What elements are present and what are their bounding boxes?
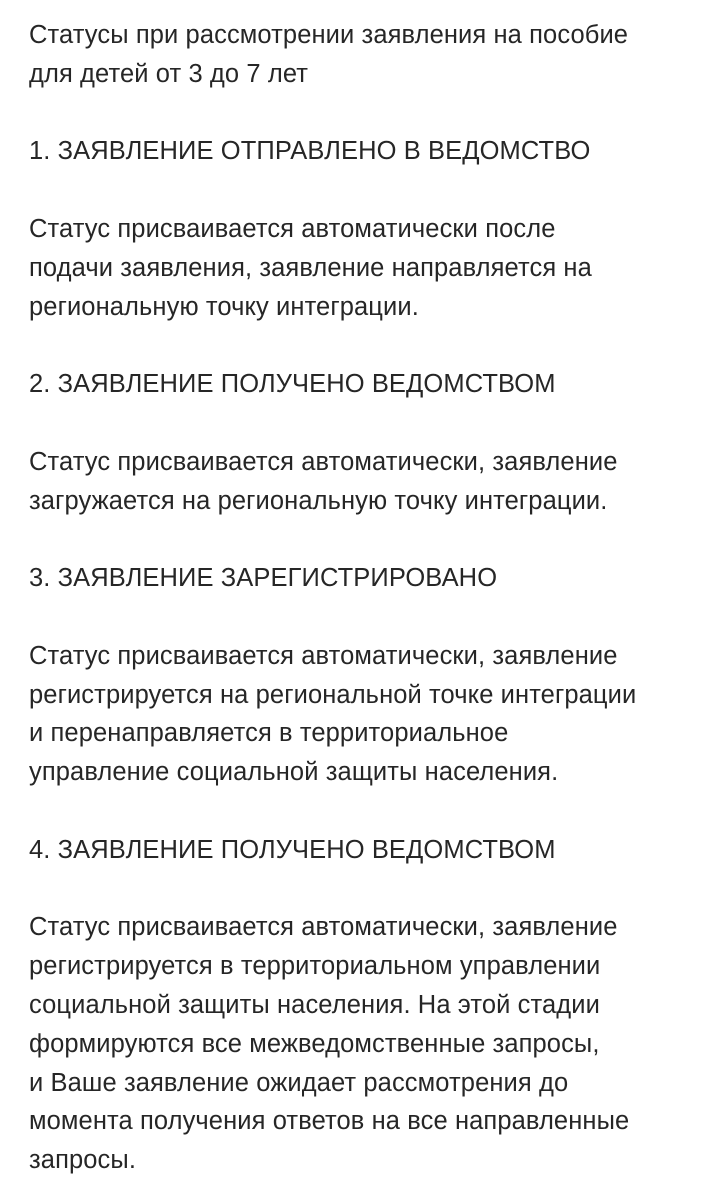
- document-title: Статусы при рассмотрении заявления на пособие для детей от 3 до 7 лет: [29, 21, 629, 88]
- status-description: Статус присваивается автоматически, заявление регистрируется на региональной точке интеграции и перенаправляется в территориальное управление социальной защиты населения.: [29, 641, 637, 787]
- status-heading: 4. ЗАЯВЛЕНИЕ ПОЛУЧЕНО ВЕДОМСТВОМ: [29, 835, 556, 864]
- status-description: Статус присваивается автоматически после подачи заявления, заявление направляется на региональную точку интеграции.: [29, 214, 592, 321]
- status-description: Статус присваивается автоматически, заявление регистрируется в территориальном управлении социальной защиты населения. На этой стадии формируются все межведомственные запросы, и Ваше заявление ожидает рассмотрения до момента получения ответов на все направленные запросы.: [29, 913, 630, 1175]
- status-heading: 3. ЗАЯВЛЕНИЕ ЗАРЕГИСТРИРОВАНО: [29, 564, 498, 593]
- status-description: Статус присваивается автоматически, заявление загружается на региональную точку интеграции.: [29, 447, 618, 515]
- status-section-1: [29, 132, 701, 326]
- document: [29, 16, 701, 1180]
- status-section-2: [29, 365, 701, 520]
- status-heading: 2. ЗАЯВЛЕНИЕ ПОЛУЧЕНО ВЕДОМСТВОМ: [29, 370, 556, 399]
- status-section-4: [29, 831, 701, 1180]
- status-section-3: [29, 559, 701, 792]
- status-heading: 1. ЗАЯВЛЕНИЕ ОТПРАВЛЕНО В ВЕДОМСТВО: [29, 137, 591, 166]
